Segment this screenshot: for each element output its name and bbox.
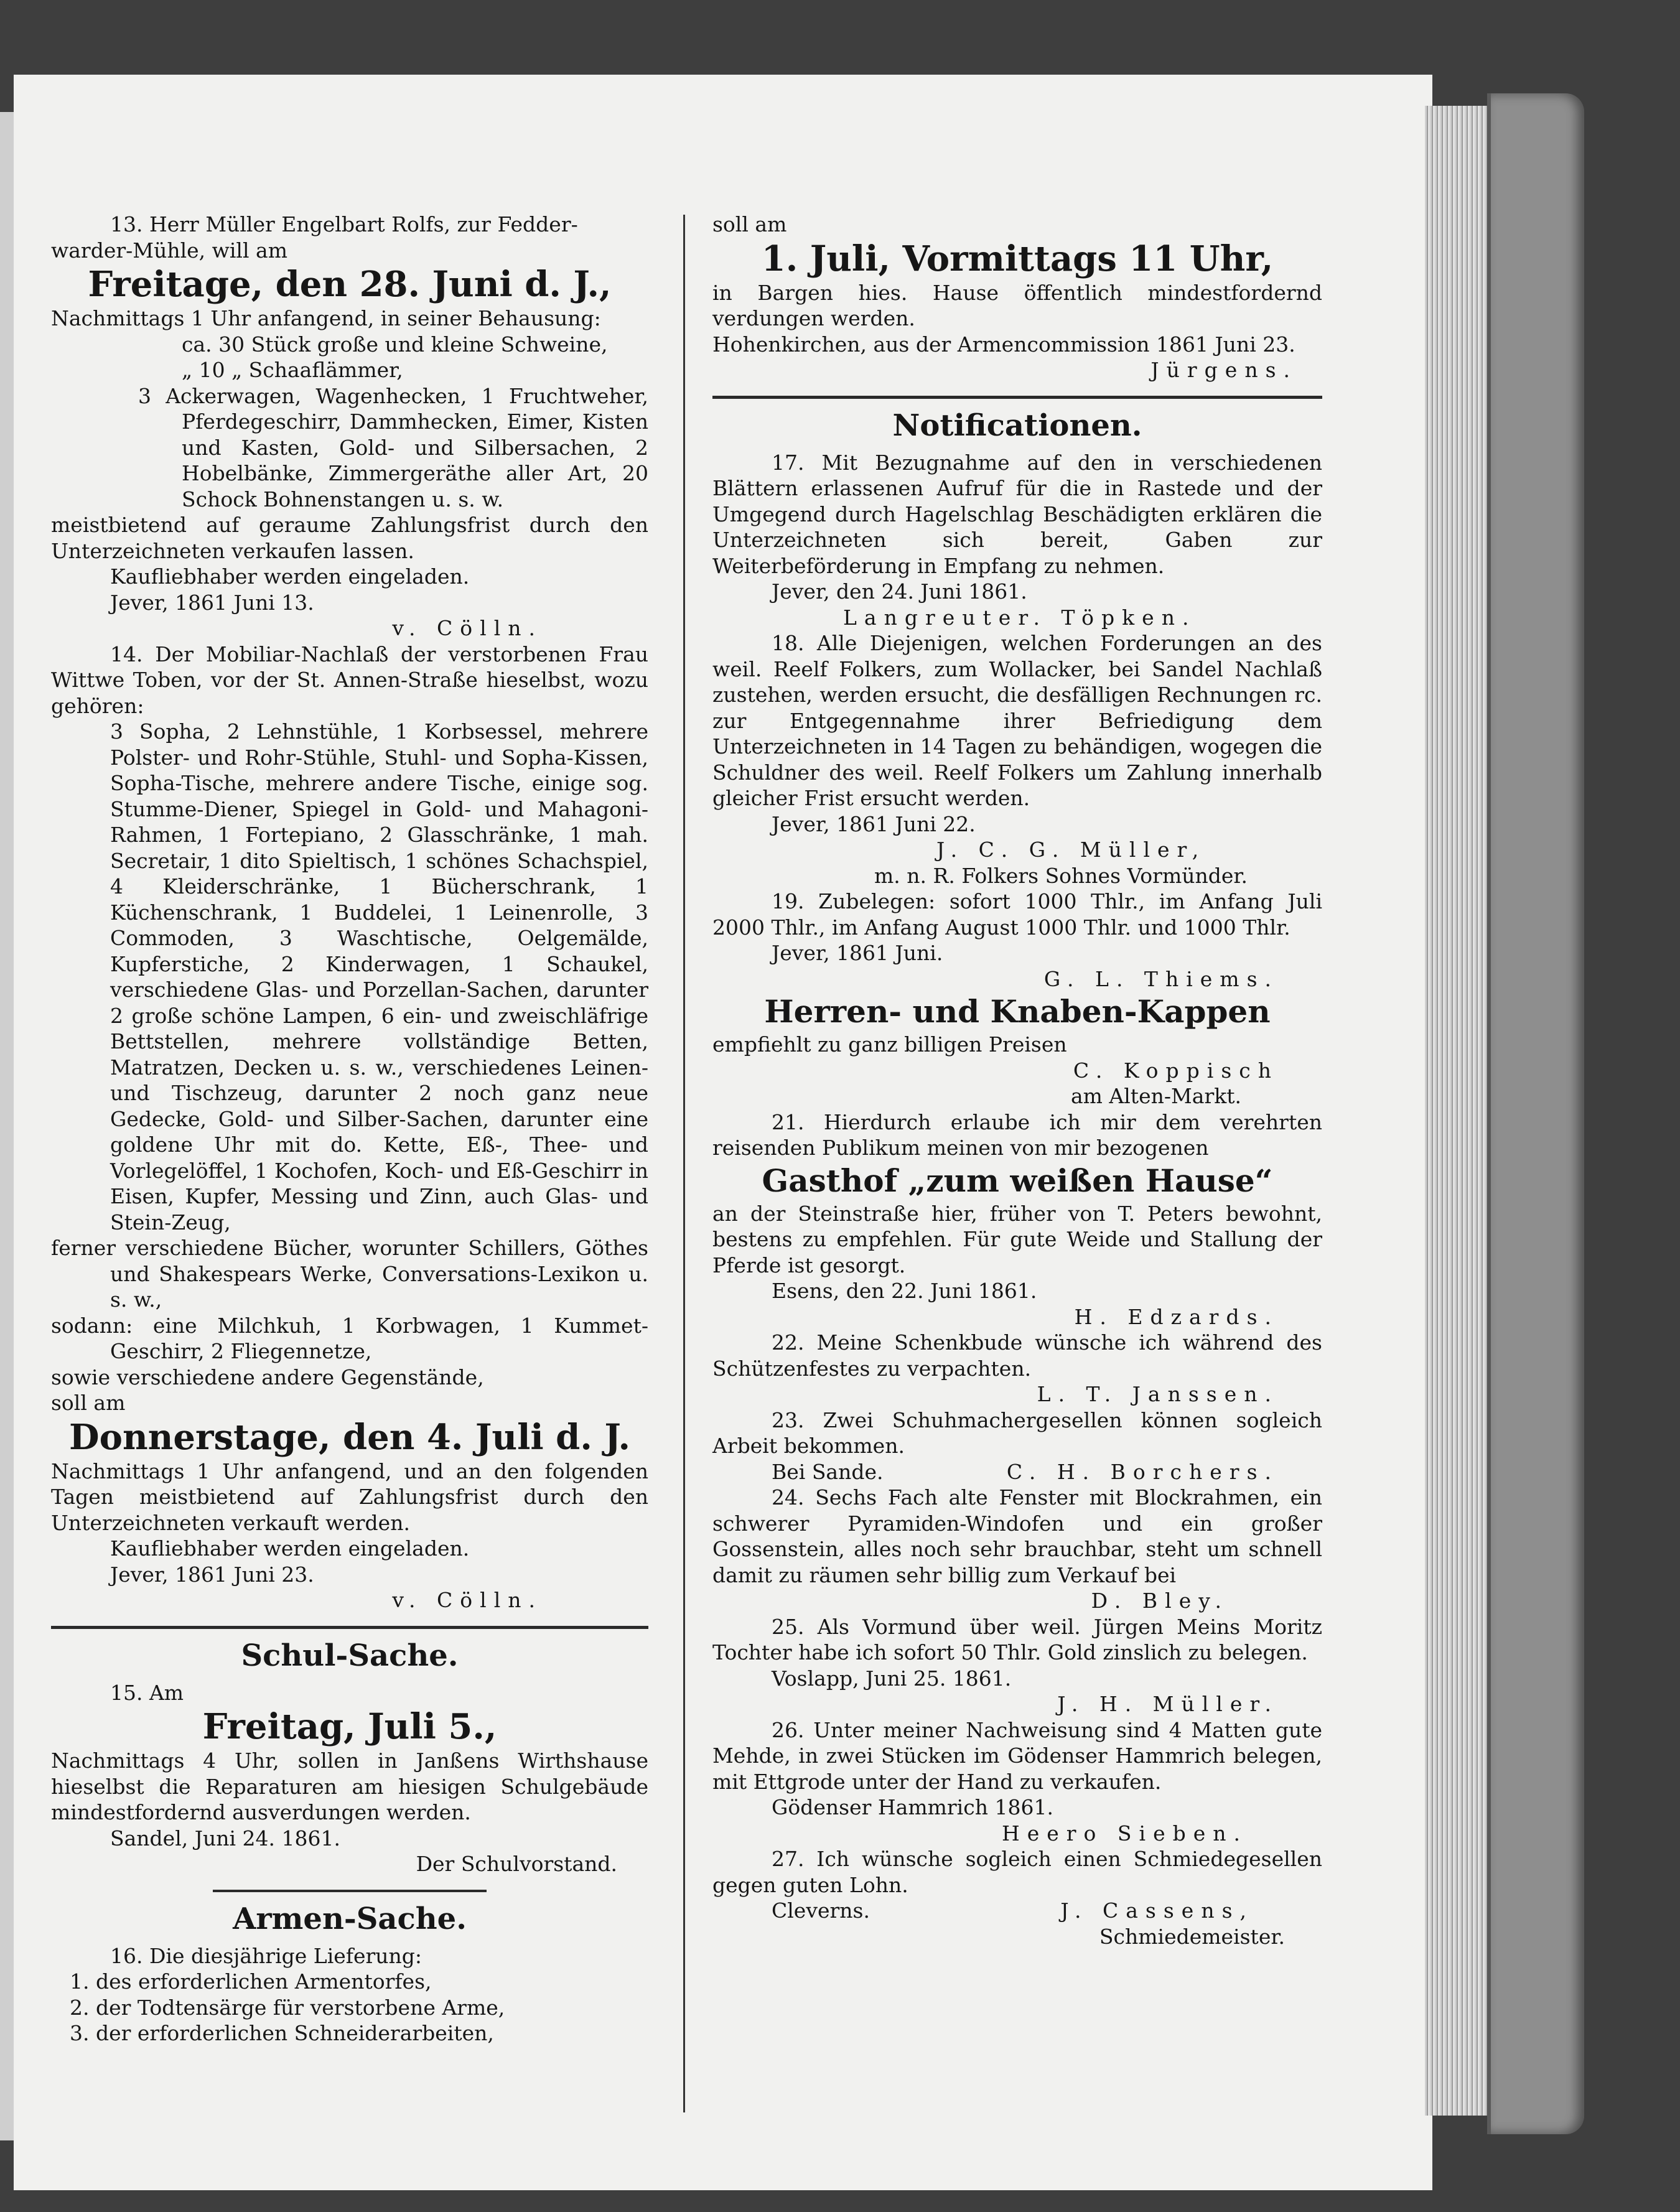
column-divider (683, 215, 685, 2112)
notice-20-signature-2: am Alten-Markt. (1070, 1084, 1241, 1108)
notice-15-intro: 15. Am (110, 1680, 184, 1705)
notice-27-footer (712, 1898, 1322, 1924)
notice-14-cow: sodann: eine Milchkuh, 1 Korbwagen, 1 Kummet-Geschirr, 2 Fliegennetze, (51, 1313, 648, 1363)
notice-13-terms: meistbietend auf geraume Zahlungsfrist durch den Unterzeichneten verkaufen lassen. (51, 513, 648, 563)
notice-14-place-date: Jever, 1861 Juni 23. (110, 1562, 314, 1587)
notice-13-good: „ 10 „ Schaaflämmer, (182, 358, 403, 382)
notice-24-signature: D. Bley. (1091, 1589, 1229, 1613)
notice-16-date: 1. Juli, Vormittags 11 Uhr, (761, 238, 1274, 279)
notice-25-text: 25. Als Vormund über weil. Jürgen Meins Moritz Tochter habe ich sofort 50 Thlr. Gold zinslich zu belegen. (712, 1614, 1322, 1664)
notice-21-intro: 21. Hierdurch erlaube ich mir dem verehrten reisenden Publikum meinen von mir bezogenen (712, 1109, 1322, 1160)
notice-13-date: Freitage, den 28. Juni d. J., (88, 264, 612, 305)
notice-16-intro: 16. Die diesjährige Lieferung: (110, 1943, 422, 1968)
notice-26-text: 26. Unter meiner Nachweisung sind 4 Matten gute Mehde, in zwei Stücken im Gödenser Hammrich belegen, mit Ettgrode unter der Hand zu verkaufen. (712, 1717, 1322, 1794)
notice-16-signature: Jürgens. (1150, 358, 1297, 382)
notice-13-time: Nachmittags 1 Uhr anfangend, in seiner Behausung: (51, 306, 601, 330)
notice-23-signature: C. H. Borchers. (1006, 1459, 1279, 1484)
notice-26-place-date: Gödenser Hammrich 1861. (772, 1795, 1053, 1819)
notice-21-signature: H. Edzards. (1074, 1304, 1279, 1329)
notice-13-place-date: Jever, 1861 Juni 13. (110, 590, 314, 615)
notice-13-good: ca. 30 Stück große und kleine Schweine, (182, 332, 608, 357)
section-heading-schul: Schul-Sache. (241, 1638, 459, 1673)
book-page-edges (1425, 106, 1493, 2116)
notice-16-item: 2. der Todtensärge für verstorbene Arme, (70, 1995, 505, 2020)
notice-21-place-date: Esens, den 22. Juni 1861. (772, 1279, 1037, 1303)
notice-18-signature: J. C. G. Müller, (936, 838, 1206, 862)
notice-18-signature-2: m. n. R. Folkers Sohnes Vormünder. (874, 863, 1248, 888)
notice-23-text: 23. Zwei Schuhmachergesellen können sogleich Arbeit bekommen. (712, 1407, 1322, 1458)
notice-25-signature: J. H. Müller. (1057, 1692, 1279, 1716)
notice-13-good: 3 Ackerwagen, Wagenhecken, 1 Fruchtweher, Pferdegeschirr, Dammhecken, Eimer, Kisten und Kasten, Gold- und Silbersachen, 2 Hobelbänke, Zimmergeräthe aller Art, 20 Schock Bohnenstangen u. s. w. (138, 383, 648, 511)
notice-22 (712, 1330, 1322, 1407)
notice-22-signature: L. T. Janssen. (1037, 1382, 1279, 1406)
notice-16-continued (712, 212, 1322, 383)
notice-24 (712, 1485, 1322, 1614)
notice-23 (712, 1407, 1322, 1485)
notice-14-soll: soll am (51, 1391, 126, 1415)
notice-21-heading: Gasthof „zum weißen Hause“ (762, 1162, 1273, 1199)
notice-14-list: 3 Sopha, 2 Lehnstühle, 1 Korbsessel, mehrere Polster- und Rohr-Stühle, Stuhl- und Sopha-Kissen, Sopha-Tische, mehrere andere Tische, einige sog. Stumme-Diener, Spiegel in Gold- und Mahagoni-Rahmen, 1 Fortepiano, 2 Glasschränke, 1 mah. Secretair, 1 dito Spieltisch, 1 schönes Schachspiel, 4 Kleiderschränke, 1 Bücherschrank, 1 Küchenschrank, 1 Buddelei, 1 Leinenrolle, 3 Commoden, 3 Waschtische, Oelgemälde, Kupferstiche, 2 Kinderwagen, 1 Schaukel, verschiedene Glas- und Porzellan-Sachen, darunter 2 große schöne Lampen, 6 ein- und zweischläfrige Bettstellen, mehrere vollständige Betten, Matratzen, Decken u. s. w., verschiedenes Leinen- und Tischzeug, darunter 2 noch ganz neue Gedecke, Gold- und Silber-Sachen, darunter eine goldene Uhr mit do. Kette, Eß-, Thee- und Vorlegelöffel, 1 Kochofen, Koch- und Eß-Geschirr in Eisen, Kupfer, Messing und Zinn, auch Glas- und Stein-Zeug, (110, 719, 648, 1234)
notice-25 (712, 1614, 1322, 1717)
notice-23-footer (712, 1459, 1322, 1485)
notice-19-place-date: Jever, 1861 Juni. (772, 941, 943, 965)
notice-27-text: 27. Ich wünsche sogleich einen Schmiedegesellen gegen guten Lohn. (712, 1847, 1322, 1897)
notice-14-other: sowie verschiedene andere Gegenstände, (51, 1365, 484, 1389)
notice-14-intro: 14. Der Mobiliar-Nachlaß der verstorbenen Frau Wittwe Toben, vor der St. Annen-Straße hieselbst, wozu gehören: (51, 642, 648, 718)
notice-14-invite: Kaufliebhaber werden eingeladen. (110, 1536, 470, 1561)
notice-16-place-date: Hohenkirchen, aus der Armencommission 1861 Juni 23. (712, 332, 1295, 357)
notice-27 (712, 1846, 1322, 1949)
notice-22-text: 22. Meine Schenkbude wünsche ich während des Schützenfestes zu verpachten. (712, 1330, 1322, 1381)
notice-16-text: in Bargen hies. Hause öffentlich mindestfordernd verdungen werden. (712, 280, 1322, 330)
left-page-edge (0, 112, 14, 2140)
notice-18-place-date: Jever, 1861 Juni 22. (772, 811, 976, 836)
section-rule (51, 1626, 648, 1629)
notice-13-invite: Kaufliebhaber werden eingeladen. (110, 564, 470, 589)
notice-18 (712, 630, 1322, 889)
notice-19 (712, 889, 1322, 992)
notice-17-signatures: Langreuter. Töpken. (843, 605, 1197, 630)
book-cover (1487, 93, 1584, 2134)
notice-16 (51, 1943, 648, 2046)
right-column (712, 212, 1322, 1949)
notice-20 (712, 992, 1322, 1109)
section-rule (712, 396, 1322, 399)
notice-15-signature: Der Schulvorstand. (416, 1852, 617, 1876)
notice-25-place-date: Voslapp, Juni 25. 1861. (772, 1666, 1012, 1691)
notice-14-books: ferner verschiedene Bücher, worunter Schillers, Göthes und Shakespears Werke, Conversations-Lexikon u. s. w., (51, 1236, 648, 1312)
notice-19-text: 19. Zubelegen: sofort 1000 Thlr., im Anfang Juli 2000 Thlr., im Anfang August 1000 Thlr. und 1000 Thlr. (712, 889, 1322, 940)
notice-16-item: 1. des erforderlichen Armentorfes, (70, 1969, 432, 1994)
notice-15-date: Freitag, Juli 5., (202, 1706, 497, 1747)
notice-17 (712, 450, 1322, 631)
notice-26-signature: Heero Sieben. (1001, 1821, 1248, 1846)
notice-19-signature: G. L. Thiems. (1043, 966, 1279, 991)
notice-16-soll: soll am (712, 212, 787, 236)
notice-14-signature: v. Cölln. (392, 1588, 543, 1612)
notice-27-signature: J. Cassens, (1060, 1898, 1254, 1923)
notice-14-date: Donnerstage, den 4. Juli d. J. (69, 1416, 630, 1458)
notice-27-signature-2: Schmiedemeister. (1099, 1924, 1285, 1949)
section-heading-notificationen: Notificationen. (892, 408, 1142, 443)
notice-16-item: 3. der erforderlichen Schneiderarbeiten, (70, 2021, 494, 2045)
notice-13-signature: v. Cölln. (392, 616, 543, 640)
notice-21-text: an der Steinstraße hier, früher von T. Peters bewohnt, bestens zu empfehlen. Für gute Weide und Stallung der Pferde ist gesorgt. (712, 1201, 1322, 1277)
notice-13 (51, 212, 648, 642)
notice-24-text: 24. Sechs Fach alte Fenster mit Blockrahmen, ein schwerer Pyramiden-Windofen und ein großer Gossenstein, alles noch sehr brauchbar, steht um schnell damit zu räumen sehr billig zum Verkauf bei (712, 1485, 1322, 1587)
notice-20-signature: C. Koppisch (1073, 1058, 1279, 1083)
notice-15-place-date: Sandel, Juni 24. 1861. (110, 1826, 340, 1850)
notice-15 (51, 1680, 648, 1877)
notice-13-intro-2: warder-Mühle, will am (51, 238, 287, 263)
notice-14-time: Nachmittags 1 Uhr anfangend, und an den folgenden Tagen meistbietend auf Zahlungsfrist durch den Unterzeichneten verkauft werden. (51, 1458, 648, 1535)
section-rule (213, 1890, 487, 1892)
section-heading-armen: Armen-Sache. (233, 1901, 467, 1936)
notice-26 (712, 1717, 1322, 1847)
notice-27-place: Cleverns. (772, 1898, 870, 1923)
notice-23-place: Bei Sande. (772, 1459, 884, 1484)
left-column (51, 212, 648, 2046)
notice-20-text: empfiehlt zu ganz billigen Preisen (712, 1032, 1067, 1057)
notice-17-place-date: Jever, den 24. Juni 1861. (772, 579, 1027, 604)
notice-15-text: Nachmittags 4 Uhr, sollen in Janßens Wirthshause hieselbst die Reparaturen am hiesigen Schulgebäude mindestfordernd ausverdungen werden. (51, 1748, 648, 1824)
notice-18-text: 18. Alle Diejenigen, welchen Forderungen an des weil. Reelf Folkers, zum Wollacker, bei Sandel Nachlaß zustehen, werden ersucht, die desfälligen Rechnungen rc. zur Entgegennahme ihrer Befriedigung dem Unterzeichneten in 14 Tagen zu behändigen, wogegen die Schuldner des weil. Reelf Folkers um Zahlung innerhalb gleicher Frist ersucht werden. (712, 631, 1322, 810)
notice-20-heading: Herren- und Knaben-Kappen (764, 993, 1271, 1030)
notice-17-text: 17. Mit Bezugnahme auf den in verschiedenen Blättern erlassenen Aufruf für die in Rastede und der Umgegend durch Hagelschlag Beschädigten erklären die Unterzeichneten sich bereit, Gaben zur Weiterbeförderung in Empfang zu nehmen. (712, 450, 1322, 578)
notice-13-intro: 13. Herr Müller Engelbart Rolfs, zur Fedder- (110, 212, 578, 236)
notice-21 (712, 1109, 1322, 1330)
notice-14 (51, 642, 648, 1613)
